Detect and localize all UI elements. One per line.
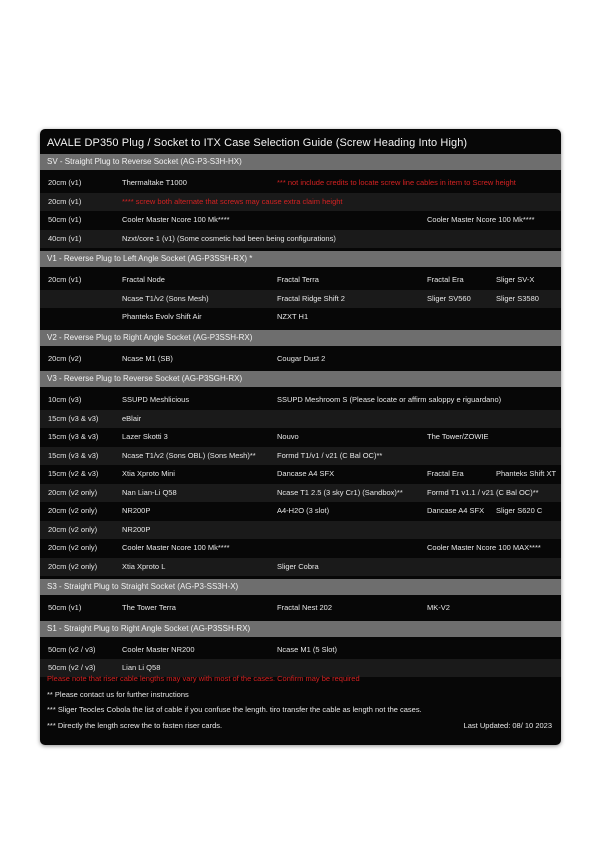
case-name-cell: Lazer Skotti 3 [122, 432, 168, 441]
cable-length-cell: 20cm (v2) [48, 353, 82, 363]
cable-length-cell: 50cm (v2 / v3) [48, 663, 96, 672]
cable-length-cell: 10cm (v3) [48, 395, 82, 404]
case-name-cell: SSUPD Meshlicious [122, 395, 190, 404]
case-name-cell: Cooler Master Ncore 100 Mk**** [427, 215, 535, 224]
case-name-cell: The Tower Terra [122, 603, 176, 612]
cable-length-cell: 15cm (v2 & v3) [48, 469, 99, 478]
table-row [40, 391, 561, 409]
table-row [40, 350, 561, 368]
guide-title: AVALE DP350 Plug / Socket to ITX Case Selection Guide (Screw Heading Into High) [47, 137, 468, 149]
cable-length-cell: 20cm (v1) [48, 196, 82, 206]
case-name-cell: Fractal Era [427, 469, 464, 478]
case-name-cell: Sliger SV560 [427, 293, 471, 303]
case-name-cell: eBlair [122, 413, 142, 423]
case-name-cell: Cooler Master Ncore 100 Mk**** [122, 215, 230, 224]
case-name-cell: Nan Lian-Li Q58 [122, 487, 177, 497]
case-name-cell: Ncase M1 (5 Slot) [277, 644, 338, 654]
case-name-cell: Ncase T1/v2 (Sons OBL) (Sons Mesh)** [122, 450, 256, 460]
case-name-cell: **** screw both alternate that screws may cause extra claim height [122, 196, 343, 206]
table-row [40, 290, 561, 308]
footnote-warning: Please note that riser cable lengths may vary with most of the cases. Confirm may be required [47, 674, 360, 683]
footnote-3: *** Directly the length screw the to fasten riser cards. [47, 721, 223, 730]
case-name-cell: Phanteks Evolv Shift Air [122, 312, 202, 321]
case-name-cell: NZXT H1 [277, 312, 309, 321]
section-header: S3 - Straight Plug to Straight Socket (AG-P3-SS3H-X) [40, 579, 561, 595]
cable-length-cell: 20cm (v2 only) [48, 561, 98, 571]
case-name-cell: Lian Li Q58 [122, 663, 161, 672]
cable-length-cell: 40cm (v1) [48, 233, 82, 243]
table-row [40, 308, 561, 326]
case-name-cell: *** not include credits to locate screw line cables in item to Screw height [277, 178, 516, 187]
table-row [40, 271, 561, 289]
case-name-cell: Ncase M1 (SB) [122, 353, 173, 363]
table-row [40, 502, 561, 520]
case-name-cell: SSUPD Meshroom S (Please locate or affirm saloppy e riguardano) [277, 395, 502, 404]
case-name-cell: Sliger Cobra [277, 561, 319, 571]
case-name-cell: Fractal Terra [277, 275, 319, 284]
table-row [40, 447, 561, 465]
table-row [40, 484, 561, 502]
case-name-cell: Nzxt/core 1 (v1) (Some cosmetic had been being configurations) [122, 233, 336, 243]
cable-length-cell: 50cm (v1) [48, 603, 82, 612]
table-row [40, 558, 561, 576]
case-name-cell: Ncase T1 2.5 (3 sky Cr1) (Sandbox)** [277, 487, 403, 497]
case-name-cell: Cooler Master Ncore 100 MAX**** [427, 543, 541, 552]
case-name-cell: A4-H2O (3 slot) [277, 506, 330, 515]
cable-length-cell: 50cm (v1) [48, 215, 82, 224]
table-row [40, 428, 561, 446]
case-name-cell: MK-V2 [427, 603, 450, 612]
cable-length-cell: 15cm (v3 & v3) [48, 413, 99, 423]
case-name-cell: Phanteks Shift XT [496, 469, 557, 478]
case-name-cell: Dancase A4 SFX [277, 469, 335, 478]
case-name-cell: Xtia Xproto Mini [122, 469, 175, 478]
cable-length-cell: 20cm (v1) [48, 275, 82, 284]
cable-length-cell: 20cm (v2 only) [48, 543, 98, 552]
table-row [40, 193, 561, 211]
case-name-cell: Fractal Era [427, 275, 464, 284]
case-name-cell: Formd T1 v1.1 / v21 (C Bal OC)** [427, 487, 539, 497]
case-name-cell: Thermaltake T1000 [122, 178, 187, 187]
section-header: V1 - Reverse Plug to Left Angle Socket (AG-P3SSH-RX) * [40, 251, 561, 267]
case-name-cell: The Tower/ZOWIE [427, 432, 489, 441]
case-name-cell: Fractal Nest 202 [277, 603, 333, 612]
case-name-cell: Dancase A4 SFX [427, 506, 485, 515]
case-name-cell: Xtia Xproto L [122, 561, 166, 571]
case-name-cell: Sliger S3580 [496, 293, 539, 303]
cable-length-cell: 20cm (v2 only) [48, 506, 98, 515]
table-row [40, 599, 561, 617]
case-name-cell: NR200P [122, 524, 151, 534]
cable-length-cell: 15cm (v3 & v3) [48, 450, 99, 460]
table-row [40, 521, 561, 539]
case-name-cell: Fractal Node [122, 275, 165, 284]
case-name-cell: Fractal Ridge Shift 2 [277, 293, 345, 303]
case-name-cell: Formd T1/v1 / v21 (C Bal OC)** [277, 450, 383, 460]
selection-guide-card [40, 129, 561, 745]
table-row [40, 641, 561, 659]
section-header: V3 - Reverse Plug to Reverse Socket (AG-P3SGH-RX) [40, 371, 561, 387]
section-header: SV - Straight Plug to Reverse Socket (AG-P3-S3H-HX) [40, 154, 561, 170]
section-header: S1 - Straight Plug to Right Angle Socket (AG-P3SSH-RX) [40, 621, 561, 637]
case-name-cell: Cooler Master Ncore 100 Mk**** [122, 543, 230, 552]
table-row [40, 410, 561, 428]
cable-length-cell: 15cm (v3 & v3) [48, 432, 99, 441]
last-updated: Last Updated: 08/ 10 2023 [463, 721, 552, 730]
table-row [40, 211, 561, 229]
table-row [40, 230, 561, 248]
cable-length-cell: 20cm (v1) [48, 178, 82, 187]
footnote-1: ** Please contact us for further instructions [47, 690, 189, 699]
case-name-cell: Ncase T1/v2 (Sons Mesh) [122, 293, 209, 303]
case-name-cell: Nouvo [277, 432, 299, 441]
cable-length-cell: 50cm (v2 / v3) [48, 644, 96, 654]
case-name-cell: Cougar Dust 2 [277, 353, 326, 363]
cable-length-cell: 20cm (v2 only) [48, 487, 98, 497]
table-row [40, 539, 561, 557]
cable-length-cell: 20cm (v2 only) [48, 524, 98, 534]
footnote-2: *** Sliger Teocles Cobola the list of cable if you confuse the length. tiro transfer the cable as length not the cases. [47, 705, 422, 714]
table-row [40, 174, 561, 192]
section-header: V2 - Reverse Plug to Right Angle Socket (AG-P3SSH-RX) [40, 330, 561, 346]
case-name-cell: Sliger S620 C [496, 506, 543, 515]
table-row [40, 465, 561, 483]
case-name-cell: Sliger SV-X [496, 275, 535, 284]
case-name-cell: Cooler Master NR200 [122, 644, 195, 654]
case-name-cell: NR200P [122, 506, 151, 515]
